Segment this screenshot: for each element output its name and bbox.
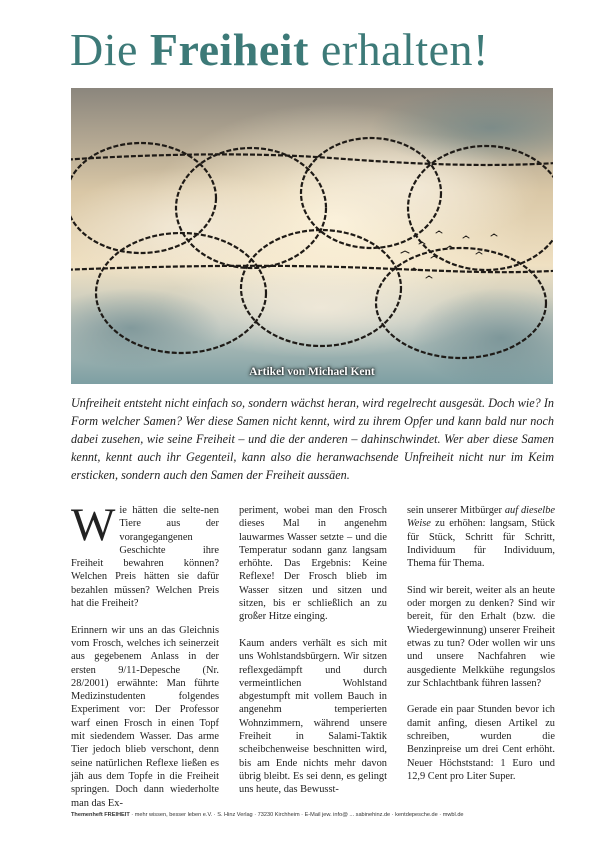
paragraph (71, 499, 219, 610)
article-column-2 (239, 504, 387, 810)
page-footer (71, 812, 554, 818)
paragraph-text: ie hätten die selte-nen Tiere aus der vorangegangenen Geschichte ihre Freiheit bewahren können? Welchen Preis hätten sie dafür bezahlen müssen? Welchen Preis hat die Freiheit? (71, 505, 219, 610)
footer-text: · mehr wissen, besser leben e.V. · S. Hinz Verlag · 73230 Kirchheim · E-Mail jew. info@ ... sabinehinz.de · kentdepesche.de · mwbl.de (129, 812, 464, 818)
paragraph: periment, wobei man den Frosch dieses Mal in angenehm lauwarmes Wasser setzte – und die Temperatur sodann ganz langsam erhöhte. Das Ergebnis: Keine Reflexe! Der Frosch blieb im Wasser sitzen und sitzen und sitzen, bis er schließlich an zu großer Hitze einging. (239, 505, 387, 623)
drop-cap: W (71, 499, 116, 551)
footer-title: Themenheft FREIHEIT (71, 812, 130, 818)
paragraph (407, 504, 555, 570)
headline-part1: Die (70, 24, 150, 75)
barbed-wire-sky-illustration (71, 88, 553, 384)
headline (70, 22, 560, 78)
paragraph-text: zu erhöhen: langsam, Stück für Stück, Schritt für Schritt, Individuum für Individuum, Thema für Thema. (407, 518, 555, 570)
hero-image (71, 88, 553, 384)
emphasis-text: auf dieselbe Weise (407, 505, 556, 530)
paragraph-text: sein unserer Mitbürger (407, 505, 505, 516)
lead-paragraph: Unfreiheit entsteht nicht einfach so, sondern wächst heran, wird regelrecht ausgesät. Doch wie? In Form welcher Samen? Wer diese Samen nicht kennt, wird zu ihrem Opfer und kann bald nur noch dabei zusehen, wie seine Freiheit – und die der anderen – dahinschwindet. Wer aber diese Samen kennt, kennt auch ihr Gegenteil, kann also die heranwachsende Unfreiheit nicht nur im Keim ersticken, sondern auch den Samen der Freiheit aussäen. (71, 396, 554, 482)
paragraph: Erinnern wir uns an das Gleichnis vom Frosch, welches ich seinerzeit aus gegebenem Anlass in der ersten 9/11-Depesche (Nr. 28/2001) erwähnte: Man führte Medizinstudenten folgendes Experiment vor: Der Professor warf einen Frosch in einen Topf mit siedendem Wasser. Das arme Tier jedoch blieb verschont, denn seine natürlichen Reflexe ließen es jäh aus dem Topfe in die Freiheit springen. Doch dann wiederholte man das Ex- (71, 624, 219, 809)
article-body (71, 499, 556, 809)
hero-caption: Artikel von Michael Kent (249, 366, 375, 378)
paragraph: Kaum anders verhält es sich mit uns Wohlstandsbürgern. Wir sitzen reflexgedämpft und durch vermeintlichen Wohlstand abgestumpft mit vollem Bauch in angenehm temperierten Wohnzimmern, während unsere Freiheit in Salami-Taktik scheibchenweise beschnitten wird, bis am Ende nichts mehr davon übrig bleibt. Es sei denn, es gelingt uns heute, das Bewusst- (239, 637, 387, 796)
article-column-1 (71, 499, 219, 823)
paragraph: Sind wir bereit, weiter als an heute oder morgen zu denken? Sind wir bereit, für den Erhalt (bzw. die Wiedergewinnung) unserer Freiheit etwas zu tun? Oder wollen wir uns und unsere Nachfahren wie ausgediente Melkkühe regungslos zur Schlachtbank führen lassen? (407, 584, 555, 689)
article-column-3 (407, 504, 555, 797)
headline-part2: erhalten! (308, 24, 489, 75)
headline-bold: Freiheit (149, 24, 309, 75)
paragraph: Gerade ein paar Stunden bevor ich damit anfing, diesen Artikel zu schreiben, wurden die Benzinpreise um drei Cent erhöht. Neuer Höchststand: 1 Euro und 12,9 Cent pro Liter Super. (407, 704, 555, 782)
